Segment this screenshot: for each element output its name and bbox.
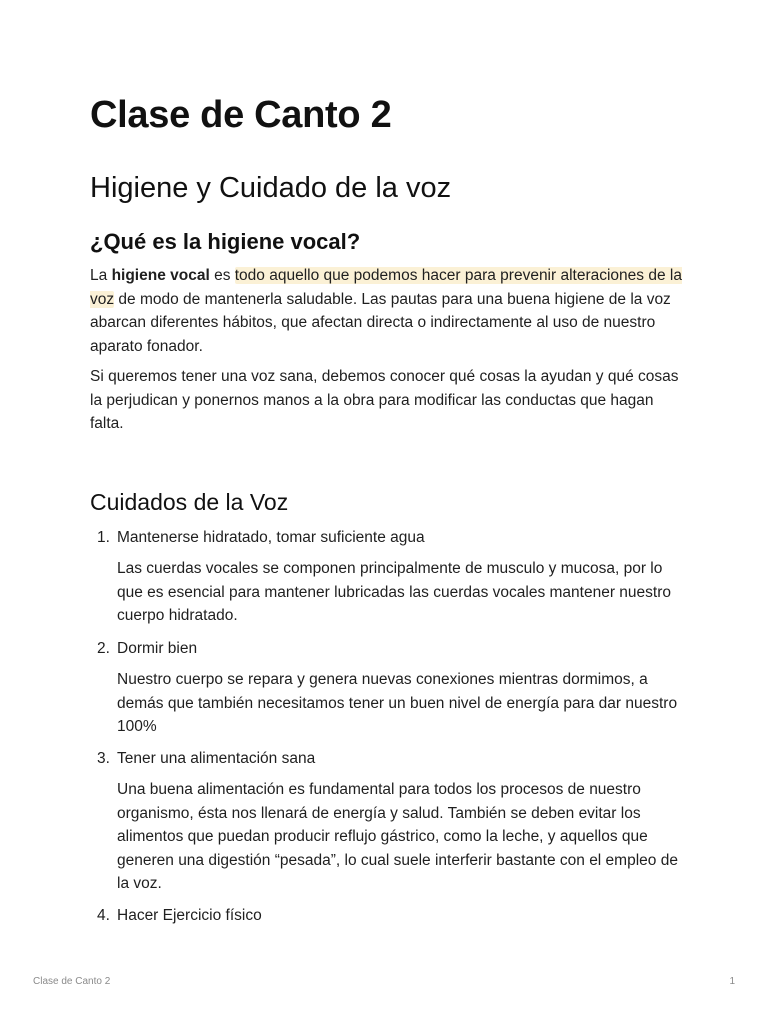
list-item-label: Mantenerse hidratado, tomar suficiente agua — [117, 529, 425, 546]
list-item-title — [90, 638, 197, 660]
paragraph-healthy-voice: Si queremos tener una voz sana, debemos conocer qué cosas la ayudan y qué cosas la perjudican y ponernos manos a la obra para modificar las conductas que hagan falta. — [90, 368, 679, 432]
document-subtitle: Higiene y Cuidado de la voz — [90, 172, 452, 204]
list-item-title — [90, 748, 315, 770]
list-item-label: Tener una alimentación sana — [117, 750, 316, 767]
section-heading-cuidados: Cuidados de la Voz — [90, 489, 289, 515]
list-item-title — [90, 527, 425, 549]
list-item-title — [90, 905, 262, 927]
list-number: 3. — [97, 750, 110, 767]
list-item-body: Nuestro cuerpo se repara y genera nuevas conexiones mientras dormimos, a demás que también necesitamos tener un buen nivel de energía para dar nuestro 100% — [117, 671, 678, 735]
list-item-body: Las cuerdas vocales se componen principalmente de musculo y mucosa, por lo que es esencial para mantener lubricadas las cuerdas vocales mantener nuestro cuerpo hidratado. — [117, 560, 672, 624]
paragraph-text: La — [90, 267, 112, 284]
paragraph-text: de modo de mantenerla saludable. Las pautas para una buena higiene de la voz abarcan diferentes hábitos, que afectan directa o indirectamente al uso de nuestro aparato fonador. — [90, 290, 671, 355]
paragraph-definition — [90, 264, 682, 358]
list-number: 1. — [97, 529, 110, 546]
bold-term: higiene vocal — [111, 267, 210, 284]
list-number: 2. — [97, 640, 110, 657]
list-number: 4. — [97, 907, 110, 924]
footer-document-name: Clase de Canto 2 — [33, 976, 111, 987]
section-heading-higiene-vocal: ¿Qué es la higiene vocal? — [90, 229, 361, 254]
list-item-body: Una buena alimentación es fundamental para todos los procesos de nuestro organismo, ésta nos llenará de energía y salud. También se deben evitar los alimentos que puedan producir reflujo gástrico, como la leche, y aquellos que generen una digestión “pesada”, lo cual suele interferir bastante con el empleo de la voz. — [117, 781, 678, 892]
footer-page-number: 1 — [729, 976, 735, 987]
list-item-label: Hacer Ejercicio físico — [117, 907, 262, 924]
document-title: Clase de Canto 2 — [90, 94, 392, 136]
list-item-label: Dormir bien — [117, 640, 198, 657]
highlighted-text: todo aquello que podemos hacer para prevenir alteraciones de la voz — [90, 267, 682, 308]
paragraph-text: es — [209, 267, 235, 284]
